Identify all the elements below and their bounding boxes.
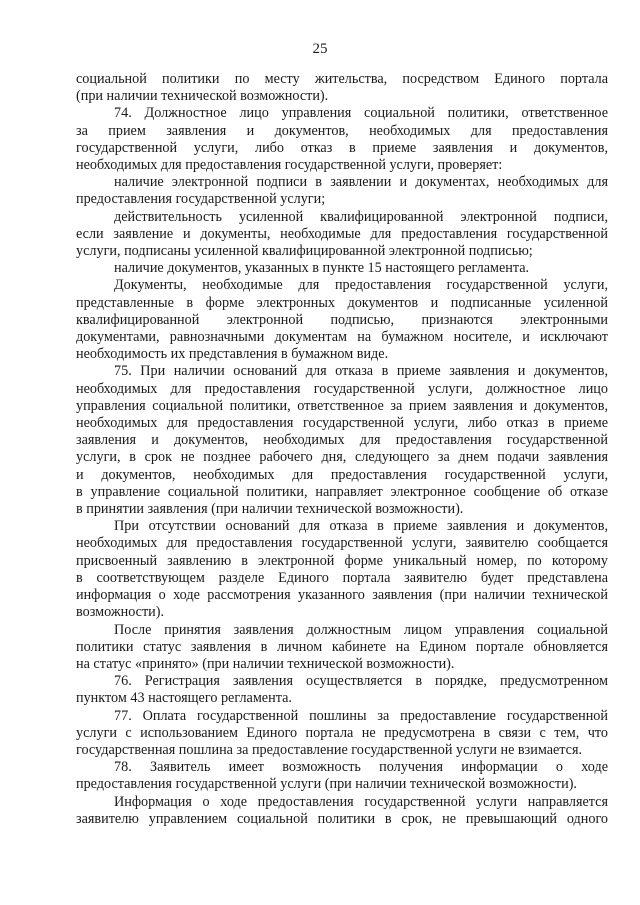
text-line: присвоенный заявлению в электронной форме уникальный номер, по которому (76, 552, 608, 569)
text-line: социальной политики по месту жительства, посредством Единого портала (76, 71, 608, 87)
text-line: необходимых для предоставления государственной услуги, должностное лицо (76, 380, 608, 397)
text-line: представленные в форме электронных документов и подписанные усиленной (76, 294, 608, 311)
text-line: (при наличии технической возможности). (76, 88, 329, 105)
paragraph (76, 277, 608, 363)
text-line: государственная пошлина за предоставление государственной услуги не взимается. (76, 741, 583, 758)
text-line: в соответствующем разделе Единого портала заявителю будет представлена (76, 569, 608, 586)
paragraph (76, 174, 608, 208)
text-line: услуги, в срок не позднее рабочего дня, следующего за днем подачи заявления (76, 449, 608, 466)
text-line: необходимых для предоставления государственной услуги, проверяет: (76, 157, 503, 174)
paragraph (76, 105, 608, 174)
text-line: услуги с использованием Единого портала не предусмотрена в связи с тем, что (76, 724, 608, 741)
text-line: информация о ходе рассмотрения указанного заявления (при наличии технической (76, 587, 608, 604)
text-line: документами, равнозначными документам на бумажном носителе, и исключают (76, 329, 608, 346)
paragraph (76, 708, 608, 760)
paragraph (76, 673, 608, 707)
paragraph (76, 363, 608, 518)
text-line: Информация о ходе предоставления государственной услуги направляется (114, 793, 608, 810)
text-line: наличие электронной подписи в заявлении и документах, необходимых для (114, 174, 608, 191)
text-line: необходимость их представления в бумажном виде. (76, 346, 389, 363)
text-line: После принятия заявления должностным лицом управления социальной (114, 621, 608, 638)
text-line: 74. Должностное лицо управления социальной политики, ответственное (114, 105, 608, 122)
text-line: возможности). (76, 604, 165, 621)
text-line: Документы, необходимые для предоставления государственной услуги, (114, 277, 608, 294)
paragraph (76, 209, 608, 261)
paragraph (76, 71, 608, 105)
text-line: пунктом 43 настоящего регламента. (76, 690, 292, 707)
text-line: При отсутствии оснований для отказа в приеме заявления и документов, (114, 518, 608, 535)
text-line: управления социальной политики, ответственное за прием заявления и документов, (76, 397, 608, 414)
page-number: 25 (312, 41, 328, 57)
text-line: услуги, подписаны усиленной квалифицированной электронной подписью; (76, 243, 533, 260)
text-line: необходимых для предоставления государственной услуги, либо отказ в приеме (76, 415, 608, 432)
document-body (76, 71, 608, 828)
text-line: предоставления государственной услуги (при наличии технической возможности). (76, 776, 577, 793)
text-line: заявления и документов, необходимых для предоставления государственной (76, 432, 608, 449)
paragraph (76, 518, 608, 621)
text-line: и документов, необходимых для предоставления государственной услуги, (76, 466, 608, 483)
text-line: квалифицированной электронной подписью, признаются электронными (76, 311, 608, 328)
paragraph (76, 759, 608, 793)
text-line: в принятии заявления (при наличии технической возможности). (76, 501, 464, 518)
text-line: наличие документов, указанных в пункте 15 настоящего регламента. (114, 260, 530, 277)
text-line: предоставления государственной услуги; (76, 191, 326, 208)
text-line: государственной услуги, либо отказ в приеме заявления и документов, (76, 139, 608, 156)
text-line: необходимых для предоставления государственной услуги, заявителю сообщается (76, 535, 608, 552)
paragraph (76, 260, 608, 277)
text-line: политики статус заявления в личном кабинете на Едином портале обновляется (76, 638, 608, 655)
paragraph (76, 622, 608, 674)
text-line: в управление социальной политики, направляет электронное сообщение об отказе (76, 483, 608, 500)
text-line: если заявление и документы, необходимые для предоставления государственной (76, 225, 608, 242)
text-line: за прием заявления и документов, необходимых для предоставления (76, 122, 608, 139)
text-line: 78. Заявитель имеет возможность получения информации о ходе (114, 759, 608, 776)
paragraph (76, 794, 608, 828)
text-line: 75. При наличии оснований для отказа в приеме заявления и документов, (114, 363, 608, 380)
text-line: 76. Регистрация заявления осуществляется в порядке, предусмотренном (114, 673, 608, 690)
text-line: на статус «принято» (при наличии технической возможности). (76, 655, 455, 672)
text-line: действительность усиленной квалифицированной электронной подписи, (114, 208, 608, 225)
text-line: заявителю управлением социальной политики в срок, не превышающий одного (76, 810, 608, 827)
text-line: 77. Оплата государственной пошлины за предоставление государственной (114, 707, 608, 724)
